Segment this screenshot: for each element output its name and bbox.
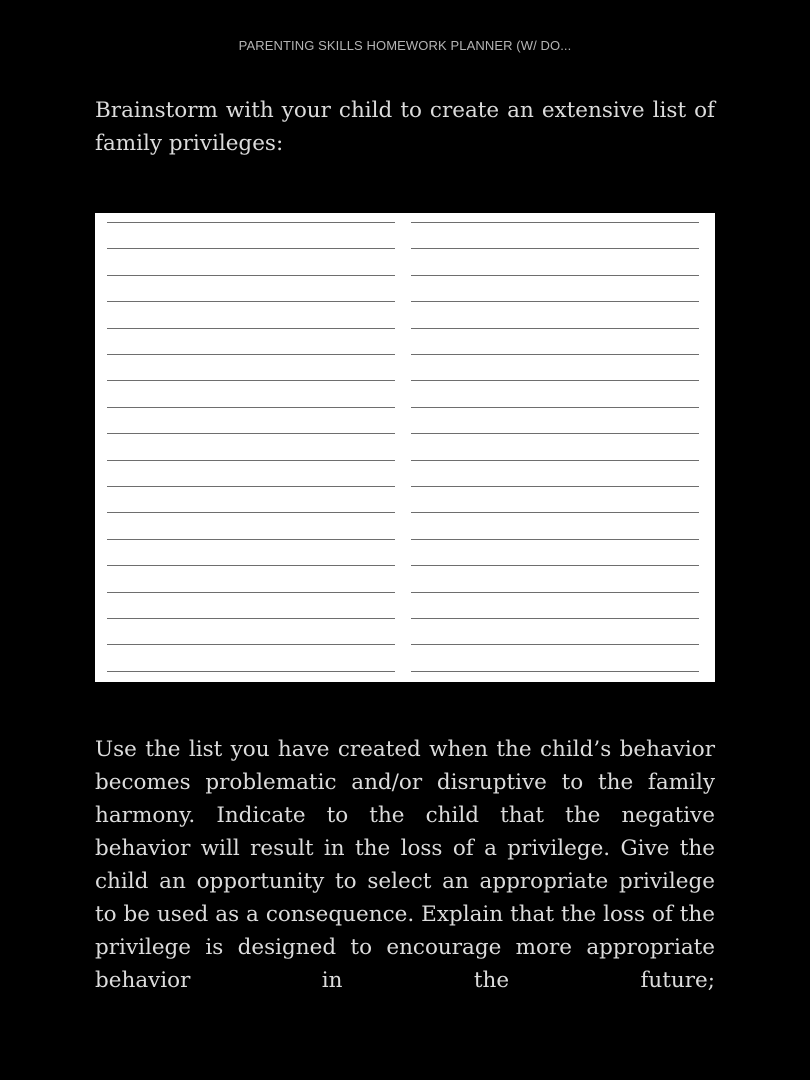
- worksheet-rule-line: [411, 354, 699, 355]
- worksheet-rule-line: [411, 248, 699, 249]
- instructions-paragraph: Use the list you have created when the child’s behavior becomes problematic and/or disruptive to the family harmony. Indicate to the child that the negative behavior will result in the loss of a privilege. Give the child an opportunity to select an appropriate privilege to be used as a consequence. Explain that the loss of the privilege is designed to encourage more appropriate behavior in the future;: [95, 737, 715, 993]
- worksheet-rule-line: [107, 644, 395, 645]
- worksheet-rule-line: [411, 222, 699, 223]
- worksheet-rule-line: [411, 644, 699, 645]
- worksheet-rule-line: [107, 671, 395, 672]
- worksheet-rule-line: [411, 618, 699, 619]
- worksheet-rule-line: [107, 592, 395, 593]
- worksheet-rule-line: [411, 539, 699, 540]
- worksheet-rule-line: [107, 512, 395, 513]
- worksheet-rule-line: [411, 433, 699, 434]
- worksheet-rule-line: [411, 565, 699, 566]
- worksheet-rule-line: [411, 275, 699, 276]
- worksheet-rule-line: [411, 486, 699, 487]
- worksheet-rule-line: [107, 486, 395, 487]
- worksheet-rule-line: [411, 671, 699, 672]
- worksheet-rule-line: [107, 380, 395, 381]
- intro-paragraph: Brainstorm with your child to create an extensive list of family privileges:: [95, 98, 715, 156]
- worksheet-rule-line: [411, 301, 699, 302]
- worksheet-rule-line: [411, 407, 699, 408]
- worksheet-rule-line: [107, 565, 395, 566]
- worksheet-rule-line: [107, 407, 395, 408]
- worksheet-rule-line: [411, 328, 699, 329]
- privileges-worksheet: [95, 213, 715, 682]
- worksheet-rule-line: [107, 354, 395, 355]
- worksheet-rule-line: [107, 248, 395, 249]
- worksheet-rule-line: [107, 328, 395, 329]
- worksheet-rule-line: [107, 275, 395, 276]
- worksheet-column-right: [411, 213, 699, 682]
- worksheet-rule-line: [107, 222, 395, 223]
- book-title-header: PARENTING SKILLS HOMEWORK PLANNER (W/ DO...: [238, 38, 572, 53]
- worksheet-rule-line: [411, 380, 699, 381]
- worksheet-column-left: [107, 213, 395, 682]
- worksheet-rule-line: [411, 512, 699, 513]
- worksheet-rule-line: [107, 301, 395, 302]
- worksheet-rule-line: [107, 539, 395, 540]
- worksheet-rule-line: [107, 433, 395, 434]
- worksheet-rule-line: [107, 460, 395, 461]
- worksheet-rule-line: [411, 592, 699, 593]
- worksheet-rule-line: [107, 618, 395, 619]
- worksheet-rule-line: [411, 460, 699, 461]
